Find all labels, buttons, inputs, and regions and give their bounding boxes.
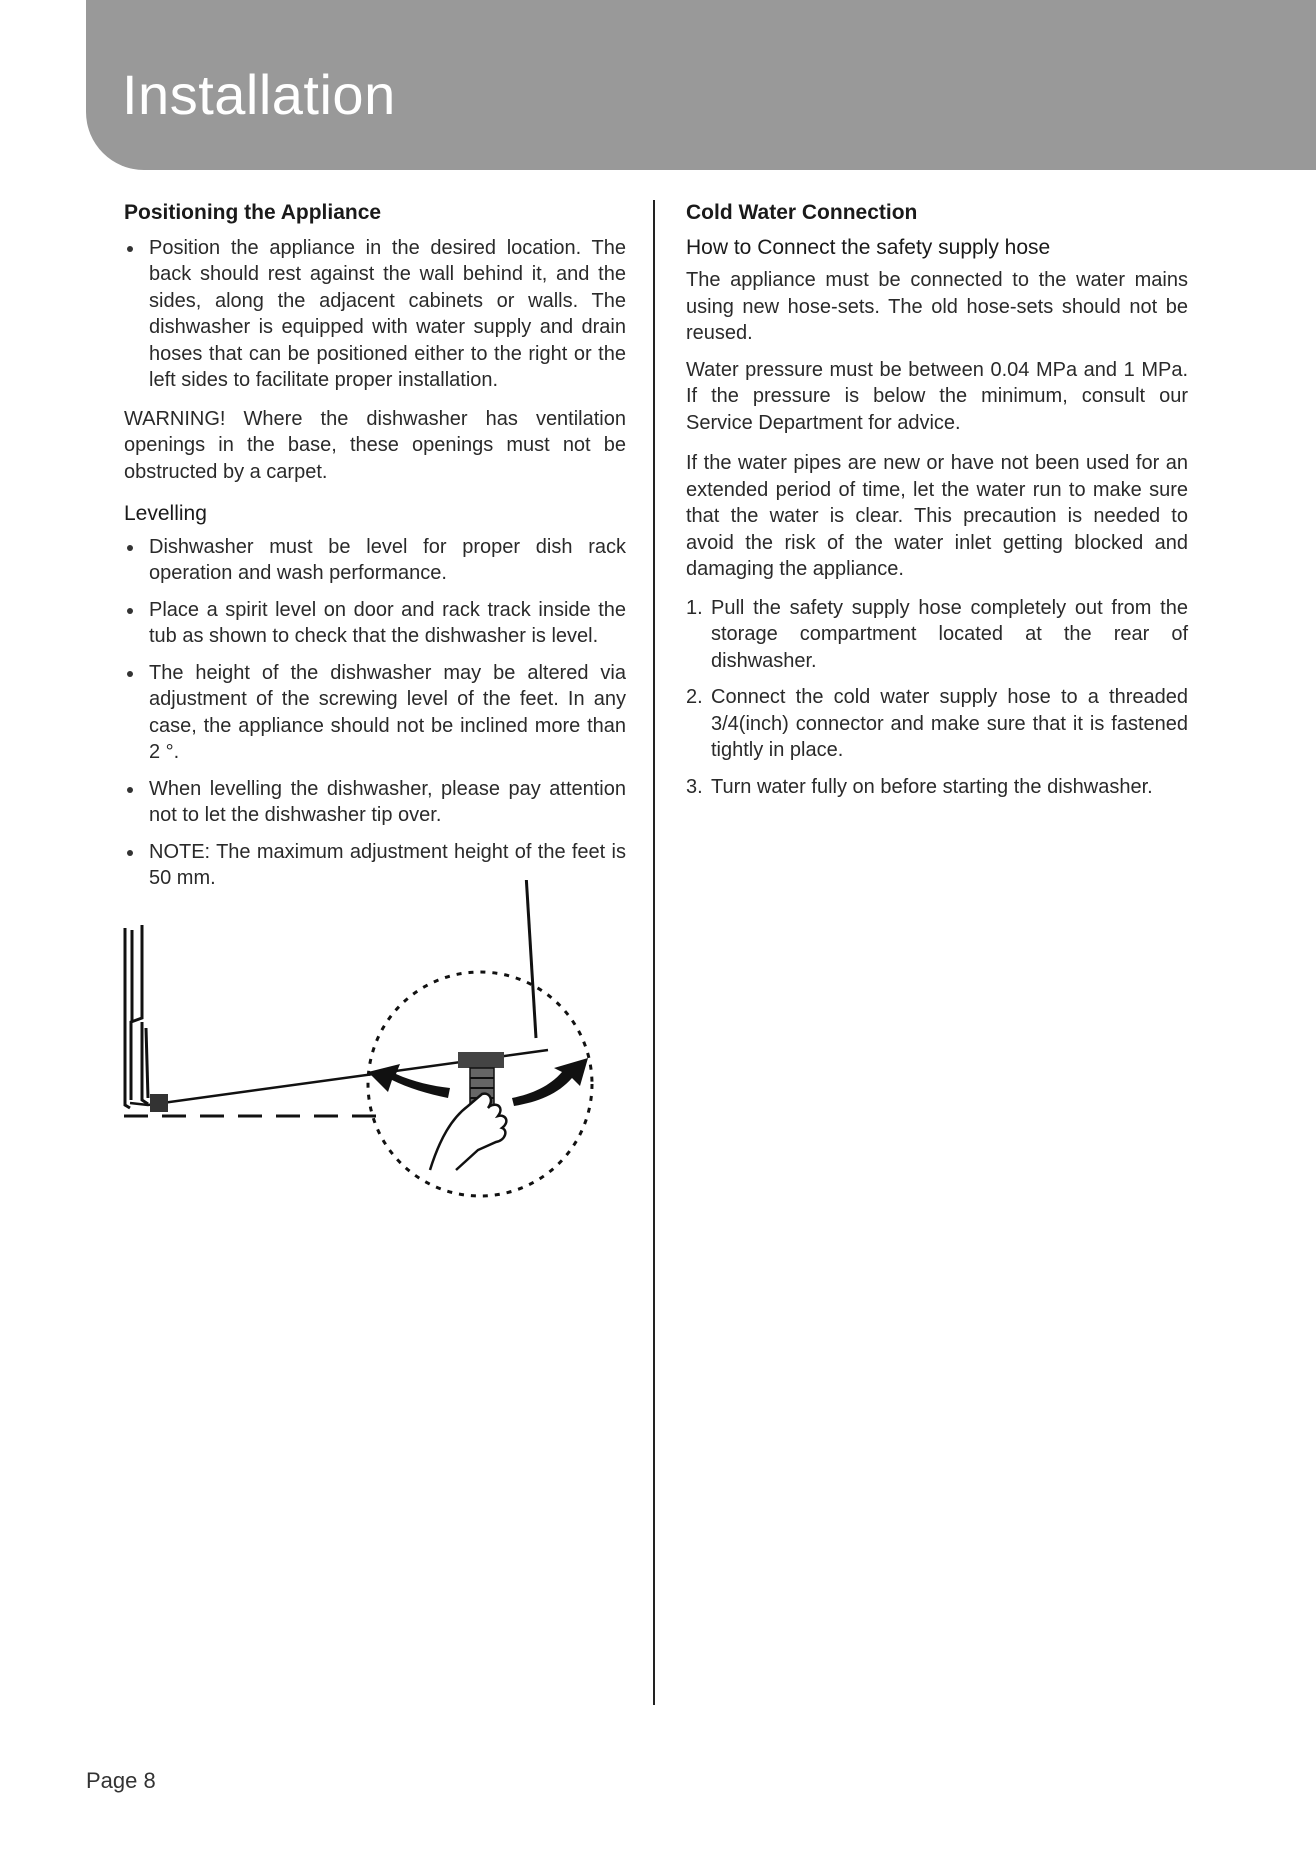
arrow-right-icon <box>512 1058 588 1106</box>
list-item <box>686 595 1188 675</box>
hose-subheading: How to Connect the safety supply hose <box>686 235 1051 259</box>
door-profile <box>125 925 148 1108</box>
paragraph: The appliance must be connected to the water mains using new hose-sets. The old hose-sets should not be reused. <box>686 269 1188 344</box>
step-text: Turn water fully on before starting the dishwasher. <box>711 775 1153 798</box>
list-item: Position the appliance in the desired location. The back should rest against the wall behind it, and the sides, along the adjacent cabinets or walls. The dishwasher is equipped with water supply and drain hoses that can be positioned either to the right or the left sides to facilitate proper installation. <box>124 235 626 394</box>
tub-side-line <box>526 880 536 1038</box>
warning-text: WARNING! Where the dishwasher has ventilation openings in the base, these openings must not be obstructed by a carpet. <box>124 407 626 483</box>
list-item <box>686 774 1188 801</box>
list-item: When levelling the dishwasher, please pay attention not to let the dishwasher tip over. <box>124 776 626 829</box>
foot <box>150 1094 168 1112</box>
page-number: Page 8 <box>86 1768 156 1793</box>
list-item <box>686 684 1188 764</box>
hand <box>430 1094 506 1170</box>
step-number: 2. <box>686 686 703 708</box>
right-column <box>686 200 1188 810</box>
step-text: Pull the safety supply hose completely out from the storage compartment located at the rear of dishwasher. <box>711 596 1188 672</box>
page-title: Installation <box>122 63 396 126</box>
column-divider <box>653 200 655 1705</box>
list-item: The height of the dishwasher may be altered via adjustment of the screwing level of the feet. In any case, the appliance should not be inclined more than 2 °. <box>124 660 626 766</box>
step-number: 1. <box>686 596 703 619</box>
positioning-heading: Positioning the Appliance <box>124 201 382 224</box>
paragraph: If the water pipes are new or have not been used for an extended period of time, let the water run to make sure that the water is clear. This precaution is needed to avoid the risk of the water inlet getting blocked and damaging the appliance. <box>686 452 1188 580</box>
levelling-heading: Levelling <box>124 502 207 525</box>
positioning-list <box>124 235 626 394</box>
cold-water-heading: Cold Water Connection <box>686 201 918 224</box>
levelling-list <box>124 534 626 892</box>
steps-list <box>686 595 1188 801</box>
list-item: Dishwasher must be level for proper dish rack operation and wash performance. <box>124 534 626 587</box>
paragraph: Water pressure must be between 0.04 MPa and 1 MPa. If the pressure is below the minimum, consult our Service Department for advice. <box>686 358 1188 434</box>
left-column <box>124 200 626 904</box>
step-text: Connect the cold water supply hose to a threaded 3/4(inch) connector and make sure that it is fastened tightly in place. <box>711 686 1188 761</box>
levelling-illustration <box>118 880 638 1200</box>
list-item: Place a spirit level on door and rack track inside the tub as shown to check that the dishwasher is level. <box>124 597 626 650</box>
list-item: NOTE: The maximum adjustment height of the feet is 50 mm. <box>124 839 626 892</box>
step-number: 3. <box>686 775 703 798</box>
